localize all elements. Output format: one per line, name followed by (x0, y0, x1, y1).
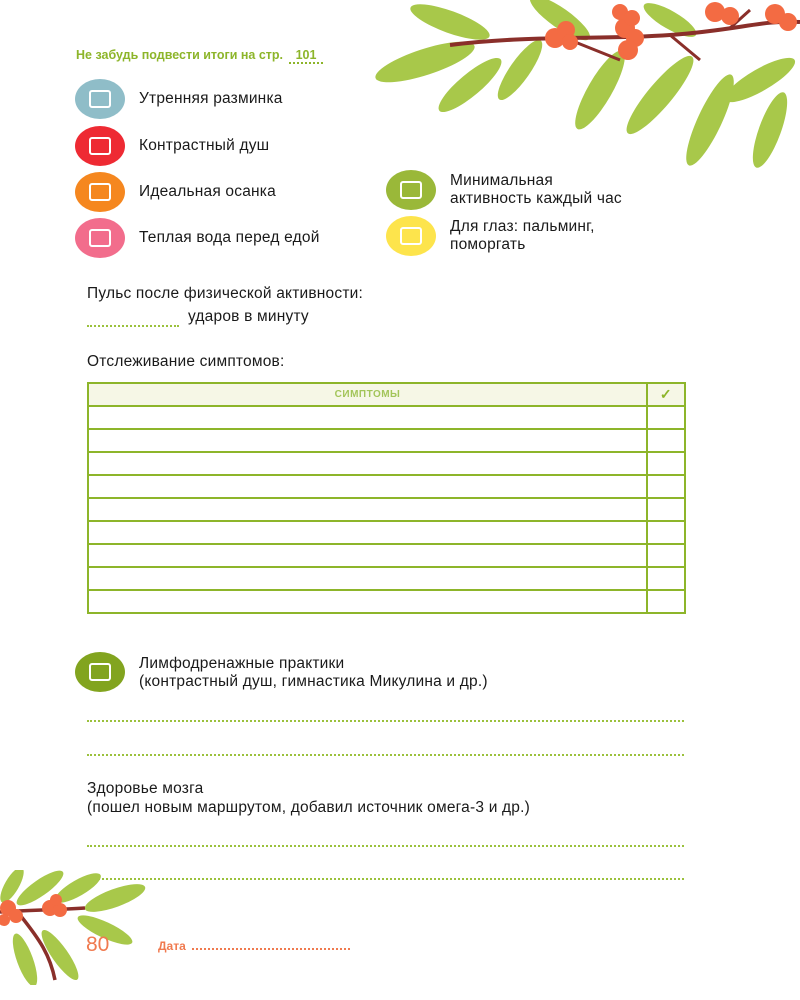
summary-hint (76, 48, 323, 64)
date-label: Дата (158, 939, 186, 953)
check-cell[interactable] (647, 475, 685, 498)
check-cell[interactable] (647, 567, 685, 590)
checkbox-icon (89, 229, 111, 247)
habit-contrast-shower[interactable] (75, 126, 269, 166)
branch-illustration-bottom (0, 870, 150, 985)
habit-label-line2: активность каждый час (450, 190, 622, 207)
habit-checkbox[interactable] (75, 126, 125, 166)
table-row[interactable] (88, 521, 685, 544)
symptoms-table (87, 382, 686, 614)
brain-note-line-2[interactable] (87, 878, 684, 880)
habit-label: Теплая вода перед едой (139, 229, 320, 246)
symptom-cell[interactable] (88, 544, 647, 567)
symptom-cell[interactable] (88, 452, 647, 475)
check-cell[interactable] (647, 498, 685, 521)
symptom-cell[interactable] (88, 475, 647, 498)
checkbox-icon (89, 183, 111, 201)
lymph-note-line-1[interactable] (87, 720, 684, 722)
habit-label: Утренняя разминка (139, 90, 283, 107)
branch-illustration-top (370, 0, 800, 175)
brain-subtitle: (пошел новым маршрутом, добавил источник омега-3 и др.) (87, 799, 530, 816)
table-row[interactable] (88, 429, 685, 452)
check-cell[interactable] (647, 429, 685, 452)
check-cell[interactable] (647, 406, 685, 429)
habit-checkbox[interactable] (75, 79, 125, 119)
date-field[interactable] (158, 936, 350, 953)
page-number: 80 (86, 933, 110, 956)
checkbox-icon (400, 181, 422, 199)
symptom-cell[interactable] (88, 567, 647, 590)
table-row[interactable] (88, 475, 685, 498)
symptom-cell[interactable] (88, 429, 647, 452)
habit-label (450, 172, 622, 208)
habit-warm-water[interactable] (75, 218, 320, 258)
pulse-input-line[interactable] (87, 325, 179, 327)
check-icon: ✓ (647, 383, 685, 406)
habit-checkbox[interactable] (386, 216, 436, 256)
table-row[interactable] (88, 567, 685, 590)
symptoms-col-header: СИМПТОМЫ (88, 383, 647, 406)
habit-eye-exercise[interactable] (386, 216, 595, 256)
lymph-title: Лимфодренажные практики (139, 655, 345, 672)
checkbox-icon (89, 90, 111, 108)
lymph-subtitle: (контрастный душ, гимнастика Микулина и др.) (139, 673, 488, 690)
symptom-cell[interactable] (88, 498, 647, 521)
checkbox-icon (89, 137, 111, 155)
habit-checkbox[interactable] (75, 652, 125, 692)
table-row[interactable] (88, 590, 685, 613)
habit-label (450, 218, 595, 254)
habit-lymph-drainage[interactable] (75, 652, 488, 692)
summary-hint-text: Не забудь подвести итоги на стр. (76, 48, 284, 62)
symptom-cell[interactable] (88, 590, 647, 613)
habit-posture[interactable] (75, 172, 276, 212)
summary-page-ref: 101 (289, 48, 323, 64)
habit-label-line2: поморгать (450, 236, 526, 253)
habit-label (139, 655, 488, 691)
lymph-note-line-2[interactable] (87, 754, 684, 756)
checkbox-icon (89, 663, 111, 681)
pulse-unit: ударов в минуту (188, 308, 309, 325)
symptom-cell[interactable] (88, 521, 647, 544)
brain-health (87, 779, 530, 817)
symptom-cell[interactable] (88, 406, 647, 429)
check-cell[interactable] (647, 590, 685, 613)
pulse-title: Пульс после физической активности: (87, 285, 363, 302)
brain-note-line-1[interactable] (87, 845, 684, 847)
habit-label-line1: Для глаз: пальминг, (450, 218, 595, 235)
checkbox-icon (400, 227, 422, 245)
check-cell[interactable] (647, 452, 685, 475)
habit-morning-exercise[interactable] (75, 79, 283, 119)
habit-hourly-activity[interactable] (386, 170, 622, 210)
habit-label: Контрастный душ (139, 137, 270, 154)
symptoms-title: Отслеживание симптомов: (87, 353, 285, 370)
date-input-line[interactable] (192, 936, 350, 950)
table-row[interactable] (88, 452, 685, 475)
check-cell[interactable] (647, 521, 685, 544)
table-row[interactable] (88, 544, 685, 567)
brain-title: Здоровье мозга (87, 780, 204, 797)
table-row[interactable] (88, 498, 685, 521)
table-row[interactable] (88, 406, 685, 429)
symptoms-header-row (88, 383, 685, 406)
check-cell[interactable] (647, 544, 685, 567)
habit-checkbox[interactable] (75, 172, 125, 212)
habit-checkbox[interactable] (386, 170, 436, 210)
habit-checkbox[interactable] (75, 218, 125, 258)
habit-label: Идеальная осанка (139, 183, 276, 200)
habit-label-line1: Минимальная (450, 172, 553, 189)
